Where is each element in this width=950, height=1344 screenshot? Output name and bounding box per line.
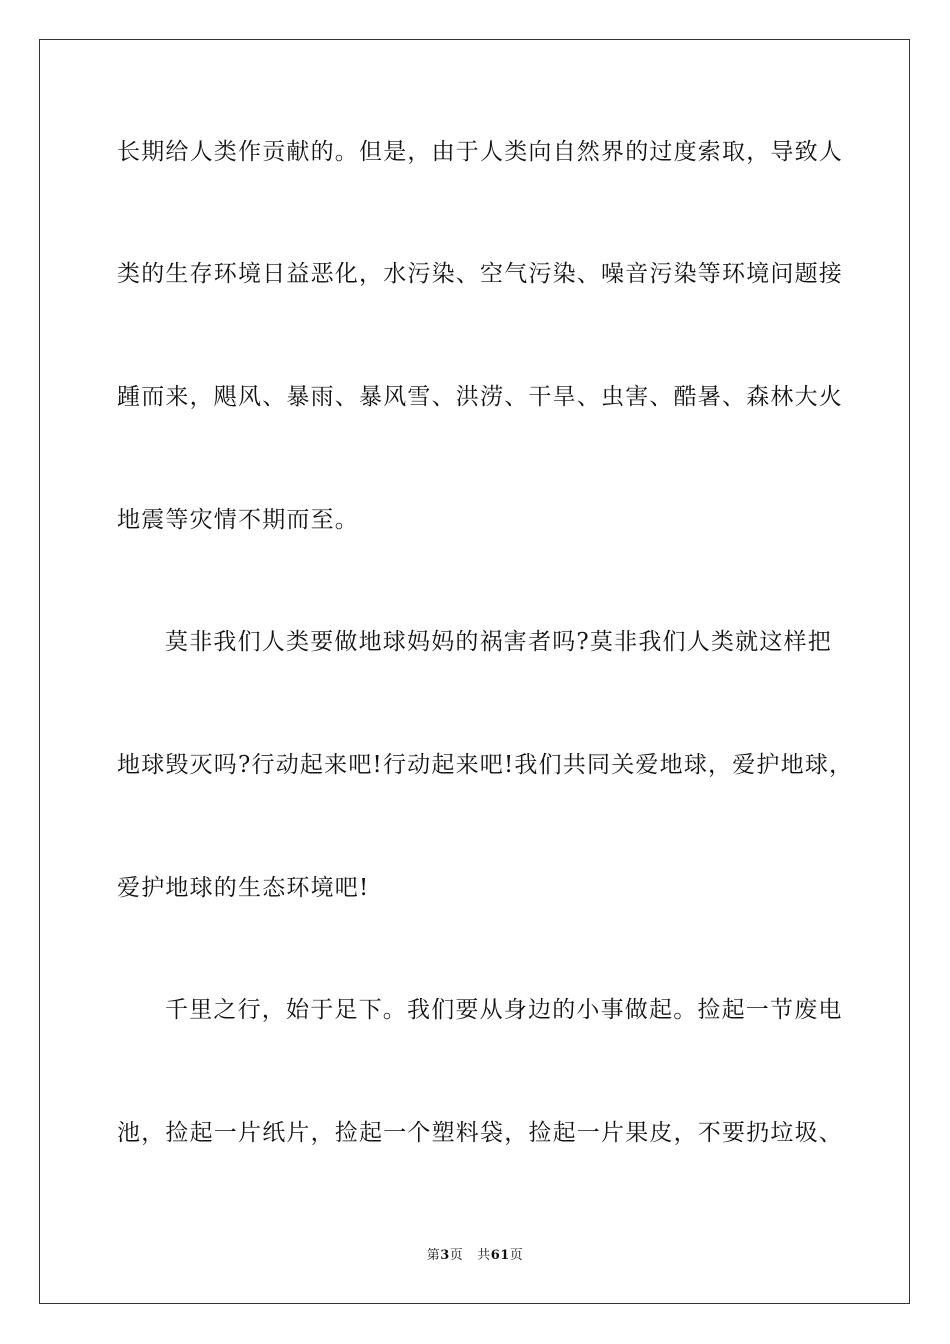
page-frame <box>39 39 910 1304</box>
page-footer <box>0 1248 950 1264</box>
page-suffix: 页 <box>449 1248 464 1263</box>
paragraph-3-line-2: 池，捡起一片纸片，捡起一个塑料袋，捡起一片果皮，不要扔垃圾、 <box>117 1120 843 1146</box>
paragraph-2-line-1: 莫非我们人类要做地球妈妈的祸害者吗?莫非我们人类就这样把 <box>165 629 832 655</box>
paragraph-1-line-3: 踵而来，飓风、暴雨、暴风雪、洪涝、干旱、虫害、酷暑、森林大火 <box>117 384 843 410</box>
paragraph-3-line-1: 千里之行，始于足下。我们要从身边的小事做起。捡起一节废电 <box>165 997 843 1023</box>
page-prefix: 第 <box>426 1248 441 1263</box>
page-number: 3 <box>440 1248 450 1263</box>
paragraph-2-line-3: 爱护地球的生态环境吧! <box>117 875 370 901</box>
paragraph-1-line-1: 长期给人类作贡献的。但是，由于人类向自然界的过度索取，导致人 <box>117 139 843 165</box>
paragraph-1-line-2: 类的生存环境日益恶化，水污染、空气污染、噪音污染等环境问题接 <box>117 261 843 287</box>
paragraph-1-line-4: 地震等灾情不期而至。 <box>117 507 359 533</box>
paragraph-2-line-2: 地球毁灭吗?行动起来吧!行动起来吧!我们共同关爱地球，爱护地球， <box>117 752 854 778</box>
total-pages: 61 <box>490 1248 510 1263</box>
total-prefix: 共 <box>477 1248 491 1263</box>
total-suffix: 页 <box>509 1248 524 1263</box>
